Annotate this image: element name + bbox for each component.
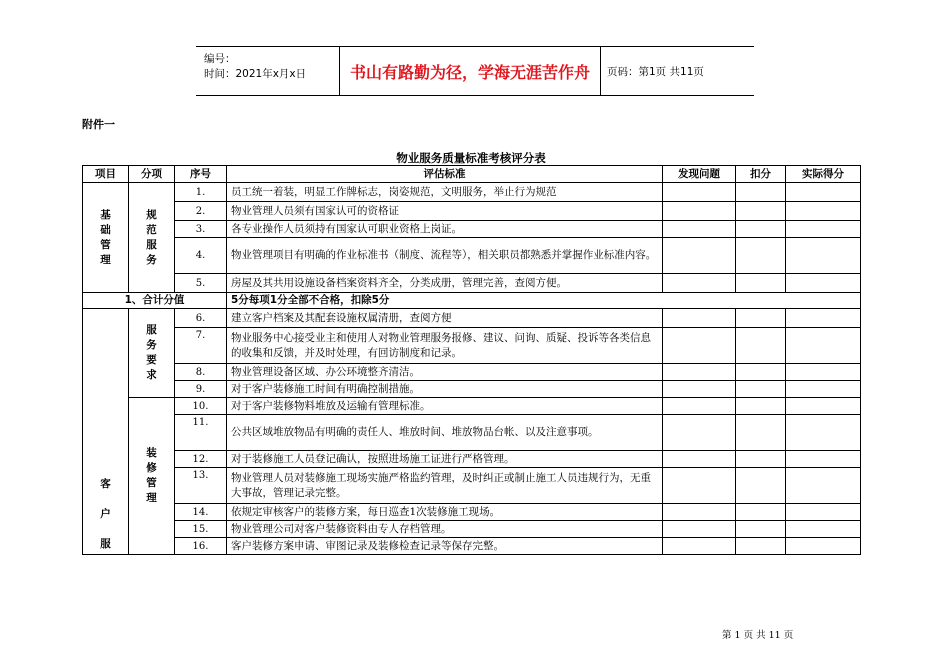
row-criteria: 物业管理人员对装修施工现场实施严格监约管理，及时纠正或制止施工人员违规行为，无重大事故，管理记录完整。 <box>227 468 663 504</box>
row-no: 10. <box>175 398 227 415</box>
table-row <box>83 381 861 398</box>
cell-issues[interactable] <box>663 415 736 451</box>
row-criteria: 物业管理设备区域、办公环境整齐清洁。 <box>227 364 663 381</box>
cell-deduction[interactable] <box>736 538 786 555</box>
row-no: 5. <box>175 274 227 293</box>
cell-deduction[interactable] <box>736 183 786 202</box>
cell-issues[interactable] <box>663 309 736 328</box>
cell-score[interactable] <box>786 202 861 221</box>
cell-score[interactable] <box>786 328 861 364</box>
cell-deduction[interactable] <box>736 504 786 521</box>
table-row <box>83 415 861 451</box>
group-basic-management: 基 础 管 理 <box>83 183 129 293</box>
cell-score[interactable] <box>786 309 861 328</box>
table-row <box>83 328 861 364</box>
row-criteria: 客户装修方案申请、审图记录及装修检查记录等保存完整。 <box>227 538 663 555</box>
cell-issues[interactable] <box>663 538 736 555</box>
table-row <box>83 183 861 202</box>
row-no: 16. <box>175 538 227 555</box>
evaluation-table <box>82 165 861 555</box>
row-no: 12. <box>175 451 227 468</box>
table-row <box>83 451 861 468</box>
row-no: 4. <box>175 238 227 274</box>
row-no: 7. <box>175 328 227 364</box>
cell-score[interactable] <box>786 398 861 415</box>
row-no: 13. <box>175 468 227 504</box>
row-no: 11. <box>175 415 227 451</box>
row-no: 14. <box>175 504 227 521</box>
cell-score[interactable] <box>786 274 861 293</box>
cell-score[interactable] <box>786 504 861 521</box>
cell-issues[interactable] <box>663 381 736 398</box>
header-motto: 书山有路勤为径，学海无涯苦作舟 <box>340 47 601 95</box>
col-header-criteria: 评估标准 <box>227 166 663 183</box>
cell-issues[interactable] <box>663 238 736 274</box>
cell-deduction[interactable] <box>736 364 786 381</box>
table-row <box>83 468 861 504</box>
table-row <box>83 521 861 538</box>
row-criteria: 对于装修施工人员登记确认，按照进场施工证进行严格管理。 <box>227 451 663 468</box>
cell-issues[interactable] <box>663 468 736 504</box>
cell-issues[interactable] <box>663 274 736 293</box>
cell-deduction[interactable] <box>736 221 786 238</box>
row-no: 1. <box>175 183 227 202</box>
group-customer-service: 客 户 服 <box>83 309 129 555</box>
number-label: 编号： <box>204 53 236 65</box>
cell-deduction[interactable] <box>736 381 786 398</box>
table-title: 物业服务质量标准考核评分表 <box>396 151 546 165</box>
cell-issues[interactable] <box>663 183 736 202</box>
row-criteria: 员工统一着装，明显工作牌标志，岗姿规范，文明服务，举止行为规范 <box>227 183 663 202</box>
row-criteria: 物业管理公司对客户装修资料由专人存档管理。 <box>227 521 663 538</box>
row-no: 9. <box>175 381 227 398</box>
row-criteria: 物业管理项目有明确的作业标准书（制度、流程等），相关职员都熟悉并掌握作业标准内容。 <box>227 238 663 274</box>
cell-score[interactable] <box>786 183 861 202</box>
cell-issues[interactable] <box>663 202 736 221</box>
page-footer: 第 1 页 共 11 页 <box>722 630 794 641</box>
col-header-score: 实际得分 <box>786 166 861 183</box>
row-criteria: 公共区域堆放物品有明确的责任人、堆放时间、堆放物品台帐、以及注意事项。 <box>227 415 663 451</box>
cell-issues[interactable] <box>663 221 736 238</box>
cell-issues[interactable] <box>663 451 736 468</box>
table-row <box>83 538 861 555</box>
cell-deduction[interactable] <box>736 202 786 221</box>
cell-deduction[interactable] <box>736 309 786 328</box>
cell-deduction[interactable] <box>736 274 786 293</box>
row-no: 8. <box>175 364 227 381</box>
cell-score[interactable] <box>786 238 861 274</box>
cell-score[interactable] <box>786 381 861 398</box>
cell-issues[interactable] <box>663 364 736 381</box>
col-header-item: 项目 <box>83 166 129 183</box>
time-label: 时间：2021年x月x日 <box>204 68 307 80</box>
cell-deduction[interactable] <box>736 415 786 451</box>
col-header-no: 序号 <box>175 166 227 183</box>
header-meta <box>196 47 340 95</box>
row-no: 6. <box>175 309 227 328</box>
row-criteria: 依规定审核客户的装修方案，每日巡查1次装修施工现场。 <box>227 504 663 521</box>
cell-deduction[interactable] <box>736 451 786 468</box>
table-row <box>83 504 861 521</box>
cell-issues[interactable] <box>663 504 736 521</box>
row-criteria: 各专业操作人员须持有国家认可职业资格上岗证。 <box>227 221 663 238</box>
cell-issues[interactable] <box>663 521 736 538</box>
cell-issues[interactable] <box>663 398 736 415</box>
cell-score[interactable] <box>786 364 861 381</box>
subgroup-decoration-management: 装 修 管 理 <box>129 398 175 555</box>
table-header-row <box>83 166 861 183</box>
cell-issues[interactable] <box>663 328 736 364</box>
subtotal-row <box>83 293 861 309</box>
row-criteria: 物业服务中心接受业主和使用人对物业管理服务报修、建议、问询、质疑、投诉等各类信息的收集和反馈，并及时处理，有回访制度和记录。 <box>227 328 663 364</box>
header-page-code: 页码：第1页 共11页 <box>607 65 704 78</box>
row-criteria: 对于客户装修施工时间有明确控制措施。 <box>227 381 663 398</box>
cell-score[interactable] <box>786 415 861 451</box>
col-header-issues: 发现问题 <box>663 166 736 183</box>
subtotal-text: 5分每项1分全部不合格，扣除5分 <box>227 293 861 309</box>
table-row <box>83 309 861 328</box>
cell-deduction[interactable] <box>736 238 786 274</box>
cell-score[interactable] <box>786 221 861 238</box>
cell-score[interactable] <box>786 468 861 504</box>
table-row <box>83 364 861 381</box>
col-header-subitem: 分项 <box>129 166 175 183</box>
subgroup-service-requirements: 服 务 要 求 <box>129 309 175 398</box>
subtotal-label: 1、合计分值 <box>83 293 227 309</box>
document-header <box>196 46 754 96</box>
row-criteria: 建立客户档案及其配套设施权属清册，查阅方便 <box>227 309 663 328</box>
table-row <box>83 274 861 293</box>
subgroup-regulated-service: 规 范 服 务 <box>129 183 175 293</box>
attachment-label: 附件一 <box>82 118 115 131</box>
row-no: 3. <box>175 221 227 238</box>
row-criteria: 房屋及其共用设施设备档案资料齐全，分类成册，管理完善，查阅方便。 <box>227 274 663 293</box>
row-no: 15. <box>175 521 227 538</box>
table-row <box>83 202 861 221</box>
table-row <box>83 221 861 238</box>
row-criteria: 物业管理人员须有国家认可的资格证 <box>227 202 663 221</box>
cell-deduction[interactable] <box>736 328 786 364</box>
table-row <box>83 398 861 415</box>
cell-deduction[interactable] <box>736 468 786 504</box>
cell-score[interactable] <box>786 451 861 468</box>
cell-score[interactable] <box>786 521 861 538</box>
cell-deduction[interactable] <box>736 521 786 538</box>
row-criteria: 对于客户装修物料堆放及运输有管理标准。 <box>227 398 663 415</box>
cell-deduction[interactable] <box>736 398 786 415</box>
row-no: 2. <box>175 202 227 221</box>
table-row <box>83 238 861 274</box>
cell-score[interactable] <box>786 538 861 555</box>
col-header-deduction: 扣分 <box>736 166 786 183</box>
